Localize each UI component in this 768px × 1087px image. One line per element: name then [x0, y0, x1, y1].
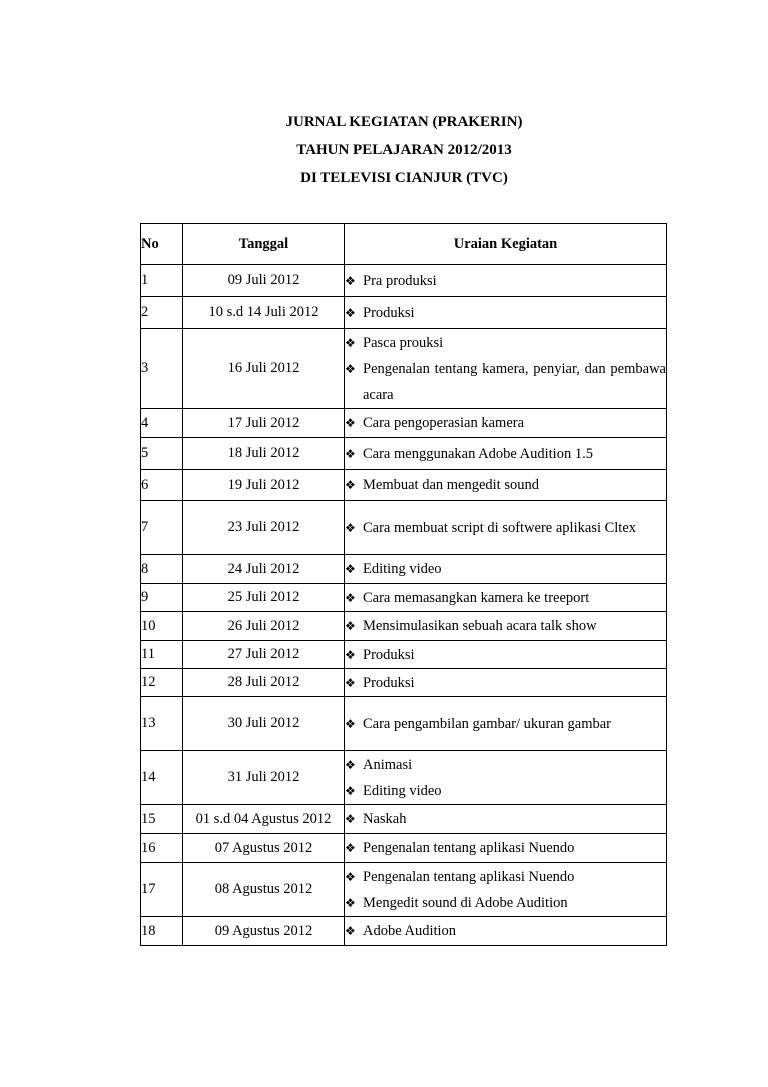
row-date: 30 Juli 2012: [183, 697, 345, 751]
row-date: 10 s.d 14 Juli 2012: [183, 297, 345, 329]
table-row: [141, 297, 667, 329]
row-activities: [345, 834, 667, 863]
row-activities: [345, 409, 667, 438]
activity-item: [345, 300, 666, 326]
activity-item: [345, 472, 666, 498]
activity-text: Pra produksi: [363, 272, 437, 289]
row-number: 18: [141, 917, 183, 946]
activity-text: Editing video: [363, 782, 442, 799]
row-activities: [345, 329, 667, 409]
activity-text: Adobe Audition: [363, 923, 457, 939]
row-activities: [345, 265, 667, 297]
row-number: 3: [141, 329, 183, 409]
row-number: 12: [141, 669, 183, 697]
row-activities: [345, 697, 667, 751]
activity-text: Produksi: [363, 674, 415, 691]
activity-item: [345, 711, 666, 737]
activity-item: [345, 330, 666, 356]
activity-text: Animasi: [363, 756, 413, 773]
activity-item: [345, 515, 666, 541]
activity-text: Cara menggunakan Adobe Audition 1.5: [363, 445, 593, 462]
activity-text: Cara pengambilan gambar/ ukuran gambar: [363, 715, 612, 732]
title-line-1: JURNAL KEGIATAN (PRAKERIN): [285, 114, 523, 130]
document-title: [0, 108, 768, 192]
row-number: 15: [141, 805, 183, 834]
title-line-2: TAHUN PELAJARAN 2012/2013: [296, 142, 512, 158]
row-date: 23 Juli 2012: [183, 501, 345, 555]
activity-text: Naskah: [363, 811, 407, 827]
activity-text: Pengenalan tentang aplikasi Nuendo: [363, 868, 575, 885]
activity-text: Cara membuat script di softwere aplikasi Cltex: [363, 519, 637, 536]
diamond-bullet-icon: ❖: [345, 757, 356, 772]
row-date: 31 Juli 2012: [183, 751, 345, 805]
row-activities: [345, 641, 667, 669]
diamond-bullet-icon: ❖: [345, 335, 356, 350]
row-date: 18 Juli 2012: [183, 438, 345, 470]
row-activities: [345, 297, 667, 329]
row-activities: [345, 438, 667, 470]
activity-text: Produksi: [363, 304, 415, 321]
diamond-bullet-icon: ❖: [345, 273, 356, 288]
row-number: 11: [141, 641, 183, 669]
row-date: 09 Agustus 2012: [183, 917, 345, 946]
activity-item: [345, 613, 666, 639]
row-date: 07 Agustus 2012: [183, 834, 345, 863]
row-activities: [345, 669, 667, 697]
table-row: [141, 917, 667, 946]
activity-item: [345, 778, 666, 804]
table-row: [141, 265, 667, 297]
table-row: [141, 863, 667, 917]
table-row: [141, 641, 667, 669]
activity-text: Pengenalan tentang aplikasi Nuendo: [363, 840, 575, 856]
table-row: [141, 751, 667, 805]
table-row: [141, 409, 667, 438]
diamond-bullet-icon: ❖: [345, 446, 356, 461]
diamond-bullet-icon: ❖: [345, 716, 356, 731]
diamond-bullet-icon: ❖: [345, 895, 356, 910]
diamond-bullet-icon: ❖: [345, 675, 356, 690]
diamond-bullet-icon: ❖: [345, 924, 356, 938]
activity-item: [345, 835, 666, 861]
activity-text: Mengedit sound di Adobe Audition: [363, 894, 568, 911]
activity-item: [345, 268, 666, 294]
diamond-bullet-icon: ❖: [345, 841, 356, 855]
row-number: 9: [141, 584, 183, 612]
table-row: [141, 612, 667, 641]
row-date: 08 Agustus 2012: [183, 863, 345, 917]
diamond-bullet-icon: ❖: [345, 520, 356, 535]
table-row: [141, 697, 667, 751]
activity-text: Cara pengoperasian kamera: [363, 415, 525, 431]
activity-item: [345, 556, 666, 582]
row-number: 6: [141, 470, 183, 501]
activity-item: [345, 670, 666, 696]
activity-item: [345, 441, 666, 467]
row-activities: [345, 805, 667, 834]
diamond-bullet-icon: ❖: [345, 619, 356, 633]
row-date: 25 Juli 2012: [183, 584, 345, 612]
row-date: 26 Juli 2012: [183, 612, 345, 641]
diamond-bullet-icon: ❖: [345, 869, 356, 884]
row-number: 16: [141, 834, 183, 863]
activity-item: [345, 890, 666, 916]
table-row: [141, 438, 667, 470]
row-activities: [345, 612, 667, 641]
diamond-bullet-icon: ❖: [345, 416, 356, 430]
row-date: 01 s.d 04 Agustus 2012: [183, 805, 345, 834]
header-description: Uraian Kegiatan: [345, 224, 667, 265]
row-date: 17 Juli 2012: [183, 409, 345, 438]
activity-journal-table: [140, 223, 667, 946]
diamond-bullet-icon: ❖: [345, 361, 356, 376]
diamond-bullet-icon: ❖: [345, 562, 356, 576]
table-row: [141, 555, 667, 584]
diamond-bullet-icon: ❖: [345, 305, 356, 320]
table-row: [141, 805, 667, 834]
row-activities: [345, 470, 667, 501]
row-number: 17: [141, 863, 183, 917]
title-line-3: DI TELEVISI CIANJUR (TVC): [300, 170, 508, 186]
activity-item: [345, 752, 666, 778]
activity-item: [345, 642, 666, 668]
activity-item: [345, 585, 666, 611]
row-activities: [345, 501, 667, 555]
row-number: 4: [141, 409, 183, 438]
header-date: Tanggal: [183, 224, 345, 265]
row-date: 09 Juli 2012: [183, 265, 345, 297]
activity-item: [345, 806, 666, 832]
row-date: 16 Juli 2012: [183, 329, 345, 409]
header-no: No: [141, 224, 183, 265]
diamond-bullet-icon: ❖: [345, 590, 356, 605]
table-header-row: [141, 224, 667, 265]
table-row: [141, 834, 667, 863]
activity-text: Mensimulasikan sebuah acara talk show: [363, 618, 597, 634]
activity-text: Membuat dan mengedit sound: [363, 477, 539, 493]
table-row: [141, 669, 667, 697]
diamond-bullet-icon: ❖: [345, 783, 356, 798]
activity-item: [345, 864, 666, 890]
row-activities: [345, 555, 667, 584]
row-number: 5: [141, 438, 183, 470]
row-date: 28 Juli 2012: [183, 669, 345, 697]
activity-item: [345, 918, 666, 944]
activity-text: Pasca prouksi: [363, 334, 444, 351]
row-number: 2: [141, 297, 183, 329]
activity-item: [345, 356, 666, 408]
row-number: 8: [141, 555, 183, 584]
row-activities: [345, 863, 667, 917]
row-number: 7: [141, 501, 183, 555]
table-body: [141, 265, 667, 946]
row-date: 24 Juli 2012: [183, 555, 345, 584]
diamond-bullet-icon: ❖: [345, 647, 356, 662]
diamond-bullet-icon: ❖: [345, 812, 356, 826]
row-number: 1: [141, 265, 183, 297]
row-number: 13: [141, 697, 183, 751]
table-row: [141, 584, 667, 612]
activity-text: Cara memasangkan kamera ke treeport: [363, 589, 590, 606]
activity-text: Pengenalan tentang kamera, penyiar, dan pembawa acara: [363, 360, 666, 403]
row-date: 27 Juli 2012: [183, 641, 345, 669]
row-activities: [345, 584, 667, 612]
row-number: 10: [141, 612, 183, 641]
row-activities: [345, 917, 667, 946]
activity-item: [345, 410, 666, 436]
row-activities: [345, 751, 667, 805]
row-date: 19 Juli 2012: [183, 470, 345, 501]
activity-text: Editing video: [363, 561, 442, 577]
table-row: [141, 329, 667, 409]
diamond-bullet-icon: ❖: [345, 478, 356, 492]
table-row: [141, 470, 667, 501]
activity-text: Produksi: [363, 646, 415, 663]
table-row: [141, 501, 667, 555]
row-number: 14: [141, 751, 183, 805]
